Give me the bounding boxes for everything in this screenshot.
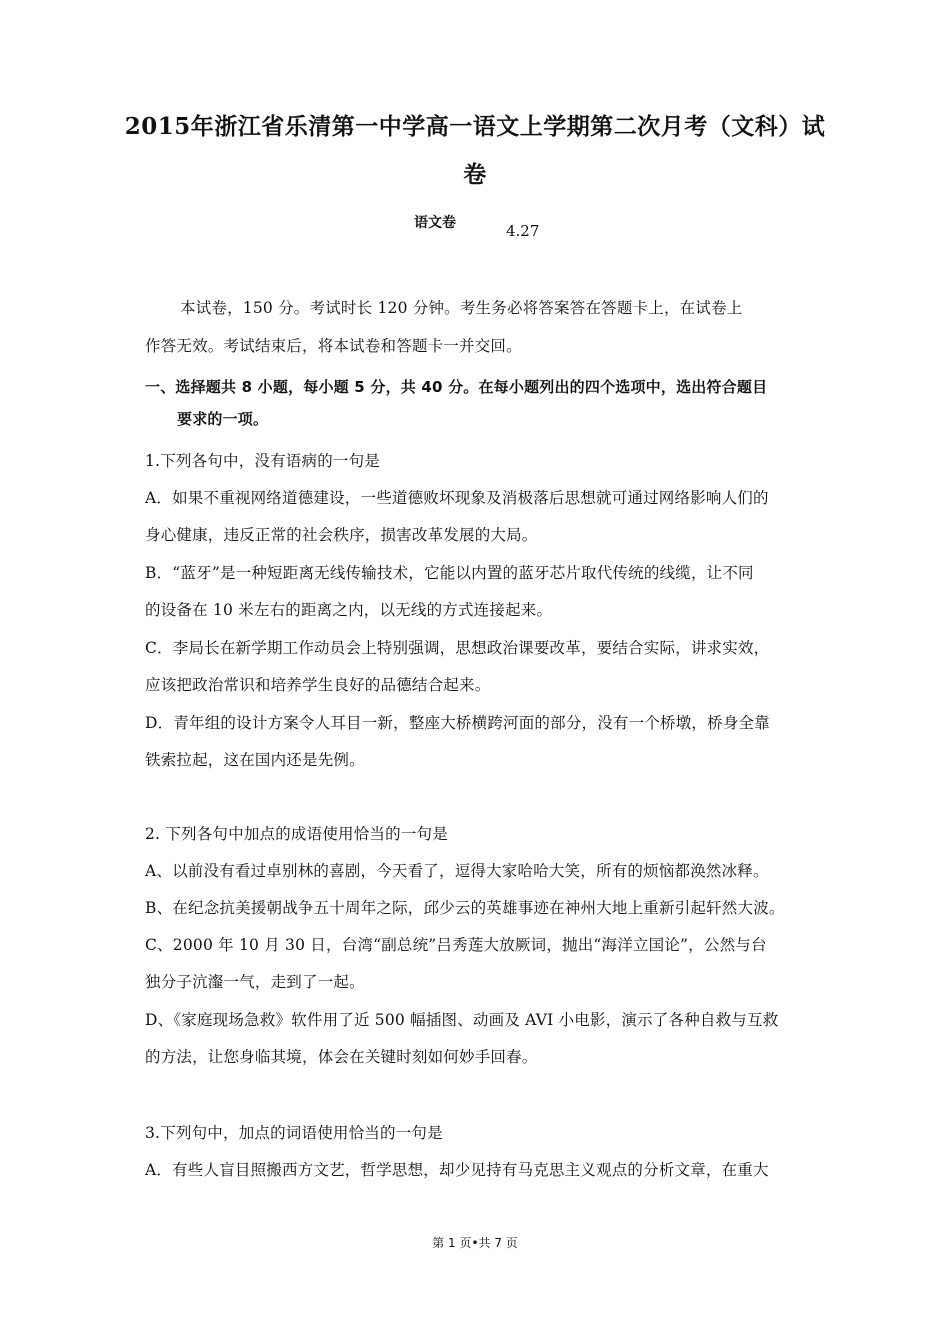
q1-option-d-line1: D．青年组的设计方案令人耳目一新，整座大桥横跨河面的部分，没有一个桥墩，桥身全靠 <box>145 714 770 732</box>
q1-option-c-line2: 应该把政治常识和培养学生良好的品德结合起来。 <box>145 676 491 694</box>
section-heading-line2: 要求的一项。 <box>177 410 269 428</box>
q2-option-d-line2: 的方法，让您身临其境，体会在关键时刻如何妙手回春。 <box>145 1048 538 1066</box>
q1-option-a-line1: A．如果不重视网络道德建设，一些道德败坏现象及消极落后思想就可通过网络影响人们的 <box>145 489 769 507</box>
q1-option-c-line1: C．李局长在新学期工作动员会上特别强调，思想政治课要改革，要结合实际，讲求实效， <box>145 639 770 657</box>
q2-stem: 2. 下列各句中加点的成语使用恰当的一句是 <box>145 825 448 843</box>
q2-option-d-line1: D、《家庭现场急救》软件用了近 500 幅插图、动画及 AVI 小电影，演示了各种自救与互救 <box>145 1011 779 1029</box>
section-heading-line1: 一、选择题共 8 小题，每小题 5 分，共 40 分。在每小题列出的四个选项中，选出符合题目 <box>145 378 768 396</box>
q3-stem: 3.下列句中，加点的词语使用恰当的一句是 <box>145 1124 443 1142</box>
doc-title-line2: 卷 <box>463 161 487 188</box>
intro-line1: 本试卷，150 分。考试时长 120 分钟。考生务必将答案答在答题卡上，在试卷上 <box>180 299 743 317</box>
intro-line2: 作答无效。考试结束后，将本试卷和答题卡一并交回。 <box>145 337 522 355</box>
q1-stem: 1.下列各句中，没有语病的一句是 <box>145 452 380 470</box>
q2-option-c-line2: 独分子沆瀣一气，走到了一起。 <box>145 973 365 991</box>
q2-option-c-line1: C、2000 年 10 月 30 日，台湾“副总统”吕秀莲大放厥词，抛出“海洋立国论”，公然与台 <box>145 936 767 954</box>
q1-option-a-line2: 身心健康，违反正常的社会秩序，损害改革发展的大局。 <box>145 526 538 544</box>
q1-option-d-line2: 铁索拉起，这在国内还是先例。 <box>145 751 365 769</box>
q2-option-a-line1: A、以前没有看过卓别林的喜剧，今天看了，逗得大家哈哈大笑，所有的烦恼都涣然冰释。 <box>145 862 769 880</box>
q2-option-b-line1: B、在纪念抗美援朝战争五十周年之际，邱少云的英雄事迹在神州大地上重新引起轩然大波。 <box>145 899 785 917</box>
doc-subtitle: 语文卷 <box>414 215 456 231</box>
q1-option-b-line1: B．“蓝牙”是一种短距离无线传输技术，它能以内置的蓝牙芯片取代传统的线缆，让不同 <box>145 564 754 582</box>
doc-title-line1: 2015年浙江省乐清第一中学高一语文上学期第二次月考（文科）试 <box>124 113 826 140</box>
page-footer: 第 1 页•共 7 页 <box>432 1236 518 1250</box>
q3-option-a-line1: A．有些人盲目照搬西方文艺，哲学思想，却少见持有马克思主义观点的分析文章，在重大 <box>145 1161 769 1179</box>
q1-option-b-line2: 的设备在 10 米左右的距离之内，以无线的方式连接起来。 <box>145 601 553 619</box>
doc-date: 4.27 <box>506 222 540 240</box>
